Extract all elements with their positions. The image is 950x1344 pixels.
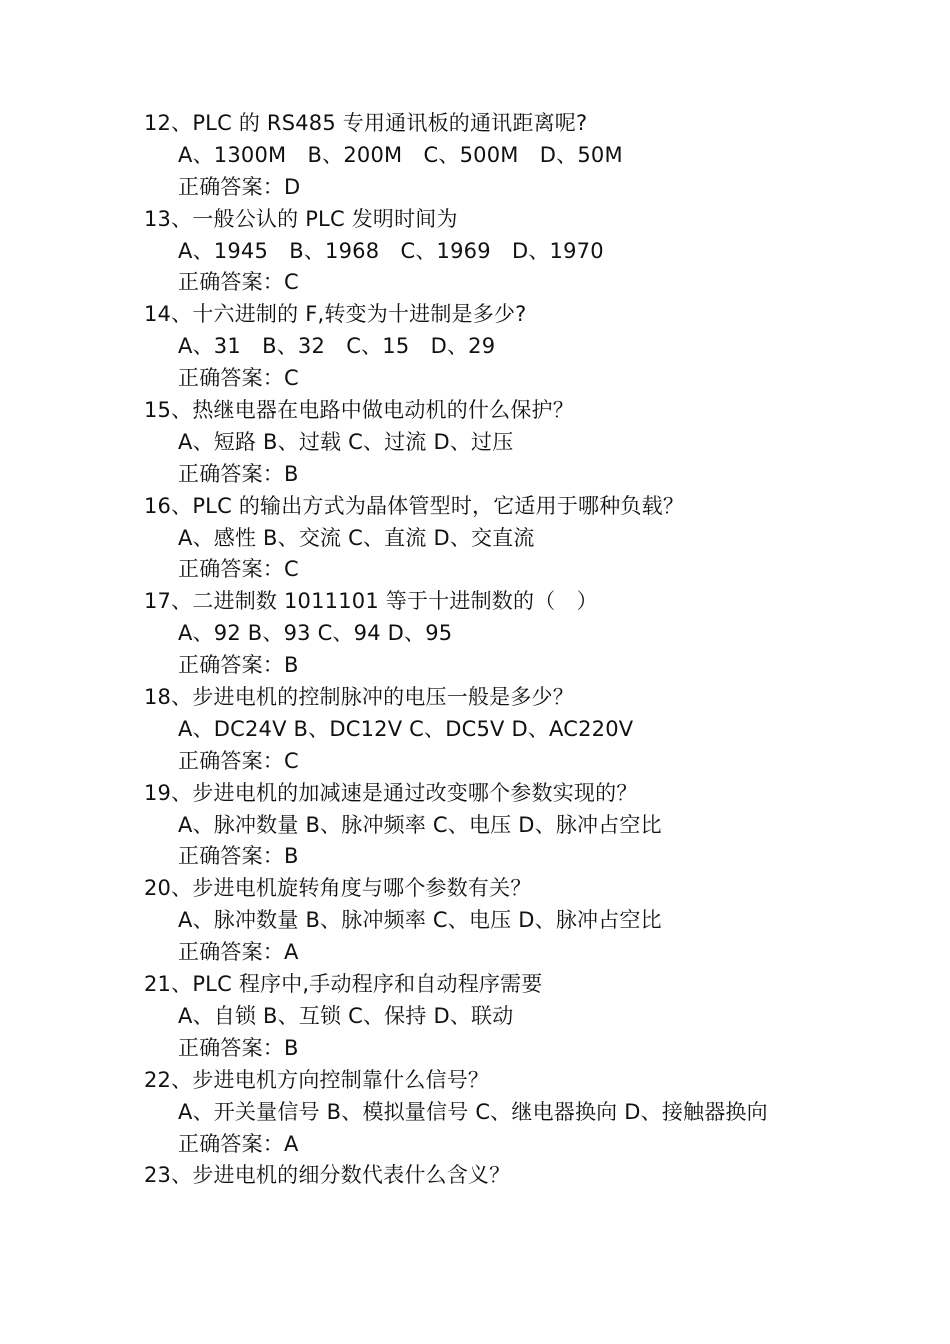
correct-answer: 正确答案：B	[178, 653, 299, 678]
question-text: 13、一般公认的 PLC 发明时间为	[144, 206, 458, 231]
answer-options: A、92 B、93 C、94 D、95	[178, 621, 453, 646]
answer-options: A、脉冲数量 B、脉冲频率 C、电压 D、脉冲占空比	[178, 812, 662, 837]
answer-options: A、DC24V B、DC12V C、DC5V D、AC220V	[178, 716, 634, 741]
answer-options: A、脉冲数量 B、脉冲频率 C、电压 D、脉冲占空比	[178, 908, 662, 933]
question-text: 14、十六进制的 F,转变为十进制是多少?	[144, 302, 527, 327]
correct-answer: 正确答案：A	[178, 1131, 299, 1156]
correct-answer: 正确答案：A	[178, 940, 299, 965]
question-list	[144, 108, 924, 1192]
question-text: 12、PLC 的 RS485 专用通讯板的通讯距离呢?	[144, 111, 588, 135]
question-text: 16、PLC 的输出方式为晶体管型时，它适用于哪种负载？	[144, 493, 685, 518]
correct-answer: 正确答案：C	[178, 366, 299, 391]
question-text: 22、步进电机方向控制靠什么信号？	[144, 1067, 490, 1092]
correct-answer: 正确答案：C	[178, 557, 299, 582]
question-text: 17、二进制数 1011101 等于十进制数的（ ）	[144, 589, 598, 614]
answer-options: A、1300M B、200M C、500M D、50M	[178, 142, 623, 167]
answer-options: A、1945 B、1968 C、1969 D、1970	[178, 238, 604, 263]
question-text: 19、步进电机的加减速是通过改变哪个参数实现的？	[144, 780, 638, 805]
correct-answer: 正确答案：B	[178, 461, 299, 486]
correct-answer: 正确答案：D	[178, 174, 301, 199]
question-text: 20、步进电机旋转角度与哪个参数有关？	[144, 876, 532, 901]
answer-options: A、自锁 B、互锁 C、保持 D、联动	[178, 1003, 514, 1028]
question-text: 15、热继电器在电路中做电动机的什么保护？	[144, 398, 574, 423]
question-text: 23、步进电机的细分数代表什么含义？	[144, 1163, 511, 1188]
correct-answer: 正确答案：C	[178, 748, 299, 773]
correct-answer: 正确答案：C	[178, 270, 299, 295]
correct-answer: 正确答案：B	[178, 1035, 299, 1060]
answer-options: A、31 B、32 C、15 D、29	[178, 334, 496, 359]
correct-answer: 正确答案：B	[178, 844, 299, 869]
question-text: 18、步进电机的控制脉冲的电压一般是多少？	[144, 685, 574, 710]
answer-options: A、短路 B、过载 C、过流 D、过压	[178, 429, 514, 454]
question-text: 21、PLC 程序中,手动程序和自动程序需要	[144, 972, 543, 997]
answer-options: A、感性 B、交流 C、直流 D、交直流	[178, 525, 535, 550]
answer-options: A、开关量信号 B、模拟量信号 C、继电器换向 D、接触器换向	[178, 1099, 768, 1124]
